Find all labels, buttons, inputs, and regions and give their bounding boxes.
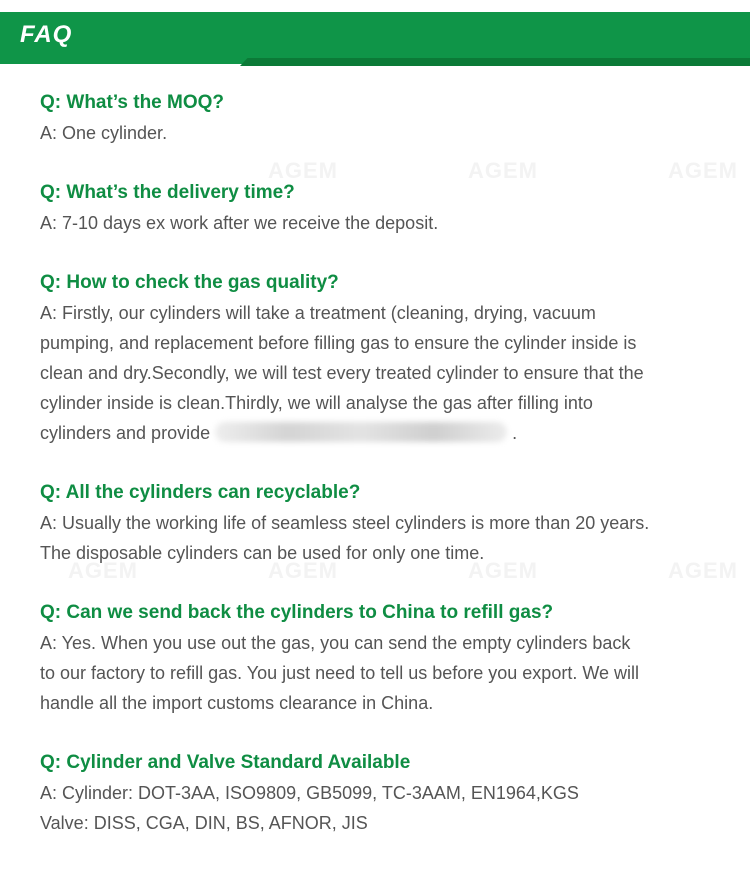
faq-item [40,748,730,838]
faq-answer-line: The disposable cylinders can be used for only one time. [40,543,485,563]
watermark: AGEM [668,158,738,183]
faq-question: Q: All the cylinders can recyclable? [40,482,361,503]
faq-answer-line: clean and dry.Secondly, we will test every treated cylinder to ensure that the [40,363,644,383]
faq-answer-line [40,418,730,448]
faq-item [40,598,730,718]
faq-answer-line: A: One cylinder. [40,123,168,143]
watermark: AGEM [268,558,338,583]
watermark: AGEM [668,558,738,583]
faq-item [40,88,730,148]
watermark: AGEM [468,158,538,183]
faq-question: Q: Can we send back the cylinders to China to refill gas? [40,602,554,623]
watermark: AGEM [468,558,538,583]
faq-answer-line: to our factory to refill gas. You just need to tell us before you export. We will [40,663,639,683]
faq-answer-line: A: 7-10 days ex work after we receive the deposit. [40,213,439,233]
faq-answer-line: A: Firstly, our cylinders will take a treatment (cleaning, drying, vacuum [40,303,596,323]
redacted-blur [215,422,507,442]
watermark: AGEM [68,558,138,583]
faq-item [40,178,730,238]
faq-question: Q: What’s the delivery time? [40,182,295,203]
faq-answer-text: cylinders and provide [40,423,211,443]
faq-answer-line: A: Yes. When you use out the gas, you can send the empty cylinders back [40,633,631,653]
faq-question: Q: What’s the MOQ? [40,92,225,113]
faq-answer-line: A: Cylinder: DOT-3AA, ISO9809, GB5099, TC-3AAM, EN1964,KGS [40,783,579,803]
faq-answer-text: . [512,423,518,443]
page-title: FAQ [20,21,73,48]
faq-question: Q: Cylinder and Valve Standard Available [40,752,411,773]
faq-answer-line: handle all the import customs clearance in China. [40,693,434,713]
faq-item [40,268,730,448]
faq-answer-line: cylinder inside is clean.Thirdly, we will analyse the gas after filling into [40,393,593,413]
faq-answer-line: pumping, and replacement before filling gas to ensure the cylinder inside is [40,333,637,353]
watermark: AGEM [268,158,338,183]
faq-answer-line: A: Usually the working life of seamless steel cylinders is more than 20 years. [40,513,650,533]
faq-item [40,478,730,568]
faq-question: Q: How to check the gas quality? [40,272,339,293]
faq-answer-line: Valve: DISS, CGA, DIN, BS, AFNOR, JIS [40,813,368,833]
header-bar [0,12,750,64]
